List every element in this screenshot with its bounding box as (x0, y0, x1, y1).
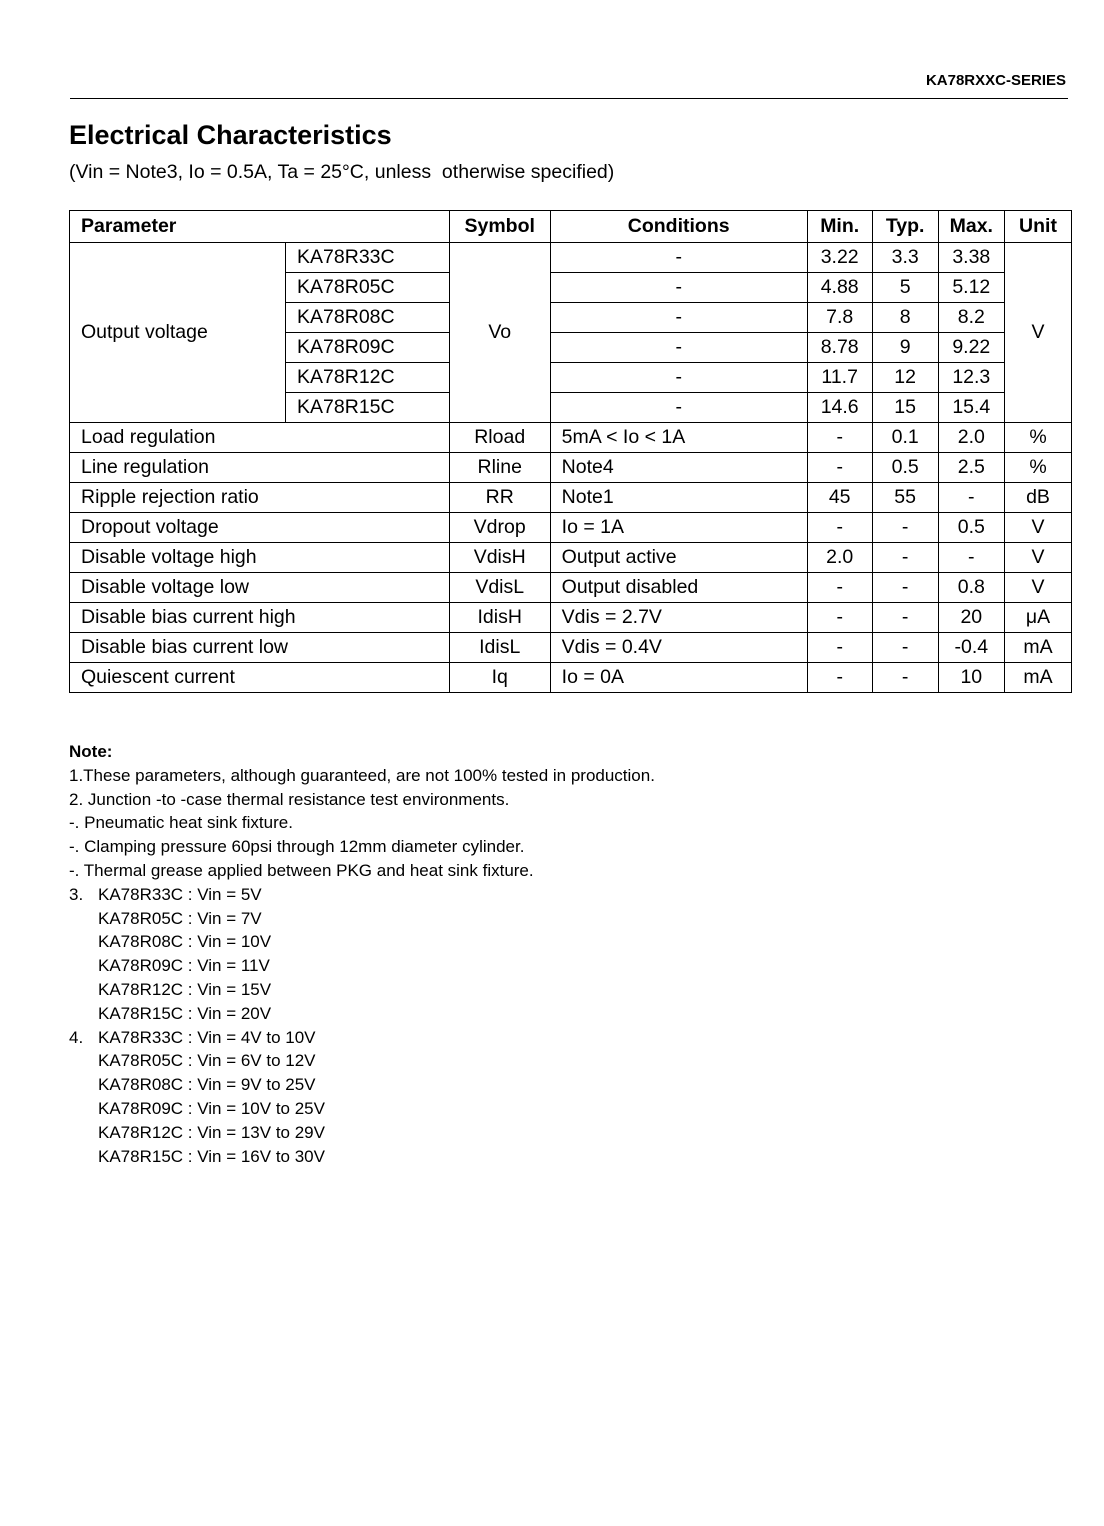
note4-line: KA78R15C : Vin = 16V to 30V (98, 1146, 325, 1166)
max-cell: 5.12 (938, 273, 1004, 303)
table-row (70, 243, 1072, 273)
min-cell: 4.88 (807, 273, 872, 303)
unit-cell: mA (1004, 633, 1071, 663)
conditions-cell: Note4 (550, 453, 807, 483)
max-cell: 0.8 (938, 573, 1004, 603)
typ-cell: 9 (872, 333, 938, 363)
output-voltage-symbol: Vo (449, 243, 550, 423)
note4-item (69, 1026, 655, 1050)
typ-cell: 0.1 (872, 423, 938, 453)
parameter-cell: Disable voltage high (70, 543, 450, 573)
note-line: 1.These parameters, although guaranteed, are not 100% tested in production. (69, 765, 655, 785)
min-cell: - (807, 633, 872, 663)
conditions-cell: - (550, 393, 807, 423)
parameter-cell: Quiescent current (70, 663, 450, 693)
conditions-cell: Vdis = 2.7V (550, 603, 807, 633)
typ-cell: - (872, 663, 938, 693)
max-cell: 15.4 (938, 393, 1004, 423)
header-unit: Unit (1004, 211, 1071, 243)
typ-cell: - (872, 603, 938, 633)
note3-line: KA78R33C : Vin = 5V (98, 884, 262, 904)
note3-line: KA78R15C : Vin = 20V (98, 1003, 272, 1023)
unit-cell: % (1004, 423, 1071, 453)
note-line: -. Thermal grease applied between PKG and heat sink fixture. (69, 860, 534, 880)
output-voltage-unit: V (1004, 243, 1071, 423)
note-line: -. Pneumatic heat sink fixture. (69, 813, 293, 833)
max-cell: 12.3 (938, 363, 1004, 393)
unit-cell: % (1004, 453, 1071, 483)
conditions-cell: - (550, 363, 807, 393)
conditions-cell: Note1 (550, 483, 807, 513)
note-line: 2. Junction -to -case thermal resistance test environments. (69, 789, 510, 809)
note4-line: KA78R33C : Vin = 4V to 10V (98, 1027, 316, 1047)
header-divider (70, 98, 1068, 99)
unit-cell: μA (1004, 603, 1071, 633)
table-row (70, 453, 1072, 483)
unit-cell: V (1004, 543, 1071, 573)
note3-line: KA78R09C : Vin = 11V (98, 956, 270, 976)
symbol-cell: Rline (449, 453, 550, 483)
min-cell: 2.0 (807, 543, 872, 573)
header-conditions: Conditions (550, 211, 807, 243)
unit-cell: V (1004, 573, 1071, 603)
min-cell: 3.22 (807, 243, 872, 273)
typ-cell: 55 (872, 483, 938, 513)
parameter-cell: Dropout voltage (70, 513, 450, 543)
typ-cell: 3.3 (872, 243, 938, 273)
device-cell: KA78R05C (286, 273, 450, 303)
max-cell: - (938, 483, 1004, 513)
typ-cell: 0.5 (872, 453, 938, 483)
table-row (70, 573, 1072, 603)
device-cell: KA78R09C (286, 333, 450, 363)
symbol-cell: Iq (449, 663, 550, 693)
header-max: Max. (938, 211, 1004, 243)
conditions-cell: - (550, 243, 807, 273)
typ-cell: - (872, 633, 938, 663)
parameter-cell: Disable bias current high (70, 603, 450, 633)
conditions-cell: - (550, 273, 807, 303)
device-cell: KA78R08C (286, 303, 450, 333)
symbol-cell: IdisL (449, 633, 550, 663)
table-row (70, 483, 1072, 513)
parameter-cell: Line regulation (70, 453, 450, 483)
conditions-cell: Io = 1A (550, 513, 807, 543)
conditions-cell: Output disabled (550, 573, 807, 603)
min-cell: 11.7 (807, 363, 872, 393)
conditions-cell: - (550, 303, 807, 333)
max-cell: 2.5 (938, 453, 1004, 483)
note4-line: KA78R12C : Vin = 13V to 29V (98, 1122, 325, 1142)
min-cell: - (807, 453, 872, 483)
symbol-cell: RR (449, 483, 550, 513)
notes-title: Note: (69, 742, 113, 761)
section-subtitle: (Vin = Note3, Io = 0.5A, Ta = 25°C, unless otherwise specified) (69, 161, 615, 183)
min-cell: 14.6 (807, 393, 872, 423)
table-row (70, 663, 1072, 693)
min-cell: - (807, 603, 872, 633)
min-cell: - (807, 663, 872, 693)
note3-item (69, 883, 655, 907)
table-header-row (70, 211, 1072, 243)
note4-line: KA78R09C : Vin = 10V to 25V (98, 1098, 325, 1118)
max-cell: 8.2 (938, 303, 1004, 333)
parameter-cell: Ripple rejection ratio (70, 483, 450, 513)
typ-cell: 15 (872, 393, 938, 423)
table-row (70, 603, 1072, 633)
note4-line: KA78R08C : Vin = 9V to 25V (98, 1075, 316, 1095)
symbol-cell: VdisH (449, 543, 550, 573)
min-cell: - (807, 423, 872, 453)
header-typ: Typ. (872, 211, 938, 243)
note3-line: KA78R08C : Vin = 10V (98, 932, 272, 952)
conditions-cell: Io = 0A (550, 663, 807, 693)
conditions-cell: - (550, 333, 807, 363)
parameter-cell: Load regulation (70, 423, 450, 453)
header-min: Min. (807, 211, 872, 243)
max-cell: 20 (938, 603, 1004, 633)
note4-number: 4. (69, 1027, 84, 1047)
max-cell: 9.22 (938, 333, 1004, 363)
table-row (70, 543, 1072, 573)
typ-cell: 5 (872, 273, 938, 303)
symbol-cell: IdisH (449, 603, 550, 633)
unit-cell: V (1004, 513, 1071, 543)
unit-cell: mA (1004, 663, 1071, 693)
symbol-cell: Rload (449, 423, 550, 453)
unit-cell: dB (1004, 483, 1071, 513)
symbol-cell: Vdrop (449, 513, 550, 543)
section-title: Electrical Characteristics (69, 120, 392, 150)
max-cell: 2.0 (938, 423, 1004, 453)
symbol-cell: VdisL (449, 573, 550, 603)
note3-line: KA78R05C : Vin = 7V (98, 908, 262, 928)
electrical-characteristics-table (69, 210, 1072, 693)
table-row (70, 513, 1072, 543)
header-symbol: Symbol (449, 211, 550, 243)
typ-cell: 8 (872, 303, 938, 333)
note3-number: 3. (69, 884, 84, 904)
min-cell: 8.78 (807, 333, 872, 363)
min-cell: 45 (807, 483, 872, 513)
device-cell: KA78R33C (286, 243, 450, 273)
table-row (70, 423, 1072, 453)
conditions-cell: 5mA < Io < 1A (550, 423, 807, 453)
typ-cell: - (872, 513, 938, 543)
min-cell: 7.8 (807, 303, 872, 333)
parameter-cell: Disable voltage low (70, 573, 450, 603)
max-cell: -0.4 (938, 633, 1004, 663)
parameter-cell: Disable bias current low (70, 633, 450, 663)
note3-line: KA78R12C : Vin = 15V (98, 979, 272, 999)
note4-line: KA78R05C : Vin = 6V to 12V (98, 1051, 316, 1071)
note-line: -. Clamping pressure 60psi through 12mm diameter cylinder. (69, 837, 525, 857)
conditions-cell: Vdis = 0.4V (550, 633, 807, 663)
device-cell: KA78R12C (286, 363, 450, 393)
header-parameter: Parameter (70, 211, 450, 243)
typ-cell: - (872, 543, 938, 573)
table-row (70, 633, 1072, 663)
output-voltage-parameter: Output voltage (70, 243, 286, 423)
document-series-header: KA78RXXC-SERIES (925, 72, 1066, 89)
max-cell: 10 (938, 663, 1004, 693)
min-cell: - (807, 513, 872, 543)
device-cell: KA78R15C (286, 393, 450, 423)
max-cell: 3.38 (938, 243, 1004, 273)
max-cell: 0.5 (938, 513, 1004, 543)
notes-section (69, 740, 655, 1168)
max-cell: - (938, 543, 1004, 573)
typ-cell: 12 (872, 363, 938, 393)
min-cell: - (807, 573, 872, 603)
conditions-cell: Output active (550, 543, 807, 573)
typ-cell: - (872, 573, 938, 603)
